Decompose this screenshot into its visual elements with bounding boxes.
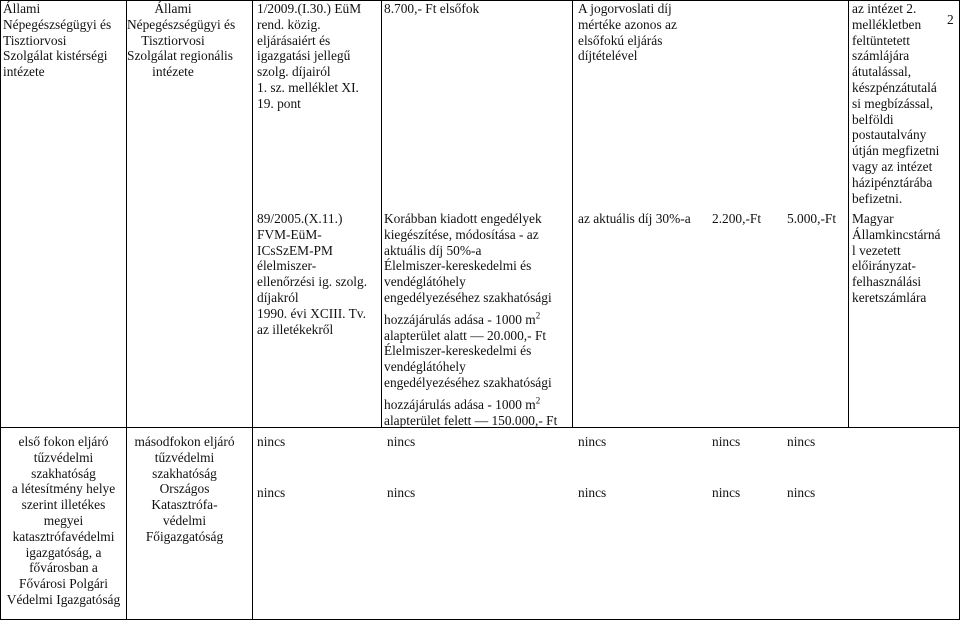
cell-line: az illetékekről: [257, 321, 334, 337]
none-value: nincs: [712, 485, 741, 500]
cell-line: Élelmiszer-kereskedelmi és: [384, 343, 532, 359]
cell-line: ICsSzEM-PM: [257, 242, 333, 258]
cell-line: védelmi: [162, 512, 207, 528]
cell-line: szolg. díjairól: [257, 64, 331, 80]
cell-line: postautalvány: [852, 127, 927, 143]
cell-line: Katasztrófa-: [151, 497, 218, 513]
cell-line: 1990. évi XCIII. Tv.: [257, 305, 366, 321]
none-value: nincs: [257, 434, 286, 449]
none-value: nincs: [387, 434, 416, 449]
cell-line: kiegészítése, módosítása - az: [384, 226, 539, 242]
cell-line: si megbízással,: [852, 95, 934, 111]
column-divider: [252, 0, 253, 620]
cell-line: megyei: [43, 512, 84, 528]
cell-line: Állami: [3, 1, 41, 16]
first-instance-fee: 8.700,- Ft elsőfok: [384, 1, 480, 16]
food-fee-description: [384, 211, 557, 428]
cell-line: a létesítmény helye: [11, 481, 116, 497]
cell-line: fővárosban a: [29, 560, 98, 576]
cell-line: tűzvédelmi: [33, 449, 94, 465]
page-number: 2: [947, 12, 954, 27]
cell-line: 19. pont: [257, 95, 301, 111]
none-value: nincs: [787, 434, 816, 449]
cell-line: Élelmiszer-kereskedelmi és: [384, 258, 532, 274]
cell-line: másodfokon eljáró: [134, 434, 235, 449]
cell-text: hozzájárulás adása - 1000 m: [384, 311, 536, 327]
cell-line: befizetni.: [852, 190, 903, 206]
cell-line: igazgatási jellegű: [257, 48, 351, 64]
cell-line: rend. közig.: [257, 16, 321, 32]
appeal-fee-percent: az aktuális díj 30%-a: [578, 211, 691, 226]
cell-line: szakhatóság: [31, 465, 96, 481]
appeal-authority-cell: [127, 1, 236, 80]
cell-line: feltüntetett: [852, 32, 911, 48]
cell-line: Védelmi Igazgatóság: [6, 591, 121, 607]
fire-appeal-authority-cell: [127, 434, 242, 545]
issuing-authority-cell: [3, 1, 111, 80]
cell-text: hozzájárulás adása - 1000 m: [384, 396, 536, 412]
cell-line: Főigazgatóság: [145, 528, 224, 544]
cell-line: Fővárosi Polgári: [19, 576, 108, 592]
cell-line: díjakról: [257, 289, 299, 305]
cell-line: [384, 397, 557, 413]
cell-line: házipénztárába: [852, 174, 933, 190]
cell-line: intézete: [3, 64, 45, 80]
cell-line: Népegészségügyi és: [127, 16, 236, 32]
cell-line: l vezetett: [852, 242, 901, 258]
none-value: nincs: [257, 485, 286, 500]
cell-line: vagy az intézet: [852, 158, 933, 174]
cell-line: 1/2009.(I.30.) EüM: [257, 1, 362, 16]
superscript: 2: [535, 310, 541, 321]
cell-line: engedélyezéséhez szakhatósági: [384, 374, 552, 390]
cell-line: alapterület felett — 150.000,- Ft: [384, 412, 558, 428]
cell-line: élelmiszer-: [257, 258, 317, 274]
cell-line: alapterület alatt — 20.000,- Ft: [384, 327, 547, 343]
cell-line: FVM-EüM-: [257, 226, 322, 242]
cell-line: 1. sz. melléklet XI.: [257, 79, 359, 95]
cell-line: Tisztiorvosi: [3, 32, 67, 48]
column-divider: [381, 0, 382, 428]
cell-line: felhasználási: [852, 274, 922, 290]
fee-amount: 5.000,-Ft: [787, 211, 837, 226]
fire-authority-cell: [1, 434, 126, 608]
legal-basis-cell-food: [257, 211, 367, 337]
cell-line: 89/2005.(X.11.): [257, 211, 343, 226]
cell-line: vendéglátóhely: [384, 359, 466, 375]
cell-line: szerint illetékes: [21, 497, 106, 513]
payment-account-cell: [852, 211, 941, 306]
cell-line: Államkincstárná: [852, 226, 941, 242]
cell-line: készpénzátutalá: [852, 79, 937, 95]
fee-amount: 2.200,-Ft: [712, 211, 762, 226]
column-divider: [572, 0, 573, 428]
cell-line: számlájára: [852, 48, 910, 64]
none-value: nincs: [387, 485, 416, 500]
none-value: nincs: [787, 485, 816, 500]
none-value: nincs: [578, 434, 607, 449]
cell-line: Szolgálat regionális: [127, 48, 233, 64]
cell-line: aktuális díj 50%-a: [384, 242, 482, 258]
cell-line: belföldi: [852, 111, 894, 127]
cell-line: szakhatóság: [152, 465, 217, 481]
cell-line: első fokon eljáró: [18, 434, 109, 449]
cell-line: keretszámlára: [852, 289, 927, 305]
cell-line: az intézet 2.: [852, 1, 917, 16]
none-value: nincs: [578, 485, 607, 500]
cell-line: katasztrófavédelmi: [12, 528, 115, 544]
cell-line: vendéglátóhely: [384, 274, 466, 290]
appeal-fee-note: [578, 1, 677, 64]
cell-line: elsőfokú eljárás: [578, 32, 663, 48]
cell-line: intézete: [152, 64, 194, 80]
legal-basis-cell: [257, 1, 361, 112]
none-value: nincs: [712, 434, 741, 449]
cell-line: tűzvédelmi: [154, 449, 215, 465]
table-border-bottom: [0, 619, 960, 620]
cell-line: Országos: [159, 481, 210, 497]
cell-line: Szolgálat kistérségi: [3, 48, 108, 64]
cell-line: mellékletben: [852, 16, 922, 32]
cell-line: díjtételével: [578, 48, 638, 64]
cell-line: eljárásaiért és: [257, 32, 331, 48]
cell-line: mértéke azonos az: [578, 16, 677, 32]
cell-line: Népegészségügyi és: [3, 16, 112, 32]
cell-line: Magyar: [852, 211, 894, 226]
cell-line: [384, 312, 557, 328]
cell-line: engedélyezéséhez szakhatósági: [384, 289, 552, 305]
cell-line: Állami: [154, 1, 192, 16]
column-divider: [848, 0, 849, 428]
cell-line: útján megfizetni: [852, 143, 940, 159]
cell-line: igazgatóság, a: [25, 544, 102, 560]
cell-line: ellenőrzési ig. szolg.: [257, 274, 368, 290]
cell-line: előirányzat-: [852, 258, 916, 274]
payment-method-cell: [852, 1, 939, 206]
superscript: 2: [535, 395, 541, 406]
cell-line: A jogorvoslati díj: [578, 1, 672, 16]
cell-line: átutalással,: [852, 64, 912, 80]
cell-line: Tisztiorvosi: [141, 32, 205, 48]
cell-line: Korábban kiadott engedélyek: [384, 211, 542, 226]
